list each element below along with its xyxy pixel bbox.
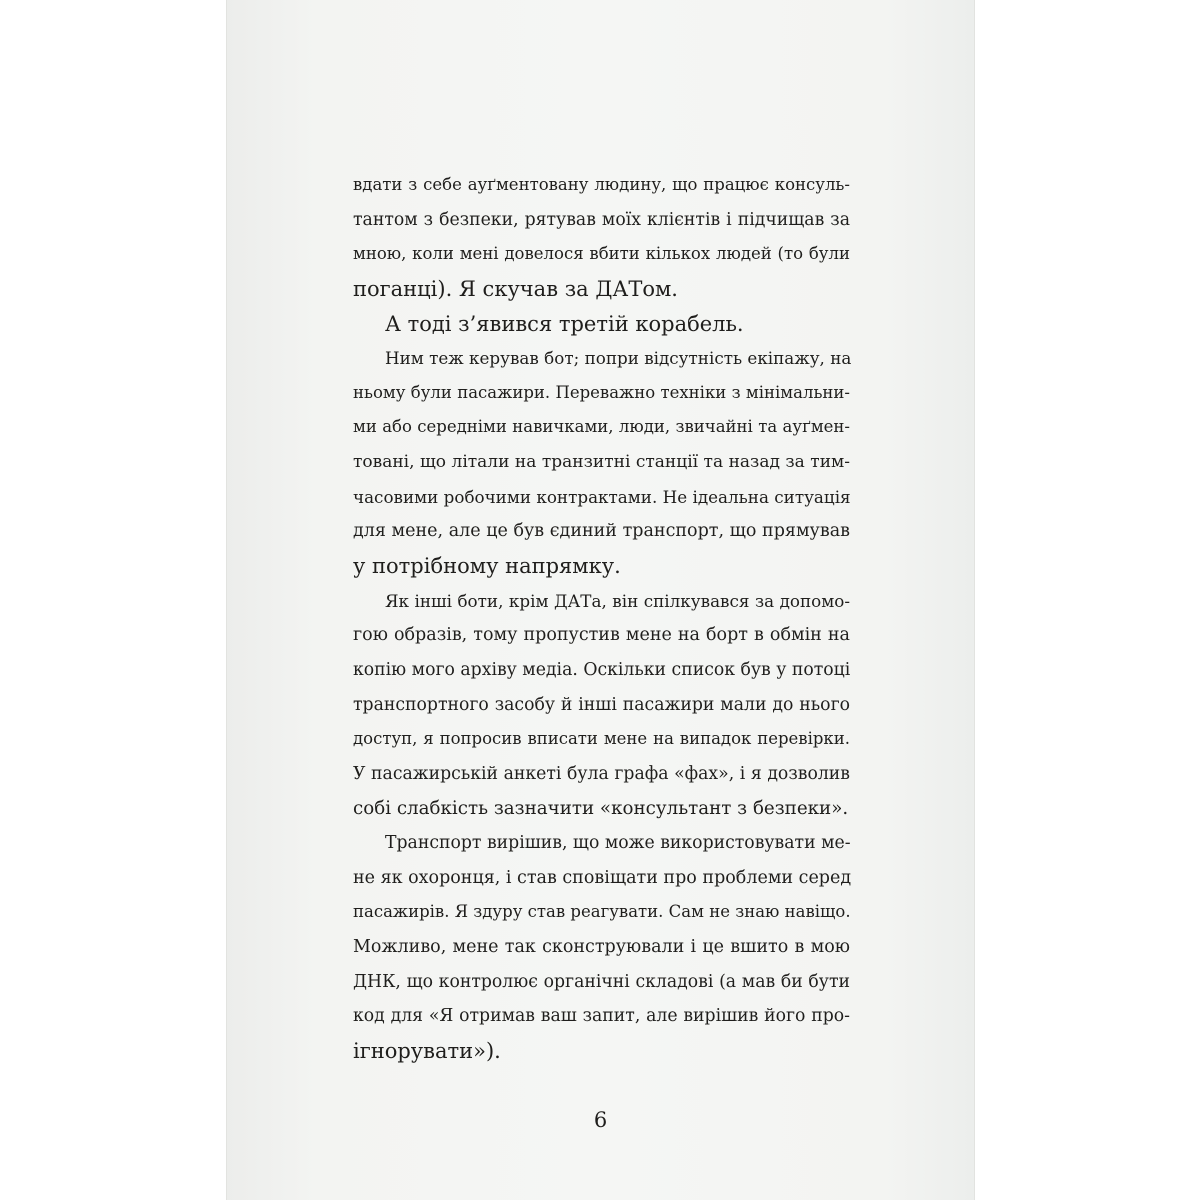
text-line: пасажирів. Я здуру став реагувати. Сам не знаю навіщо.: [353, 902, 851, 922]
text-line: код для «Я отримав ваш запит, але вирішив його про-: [353, 1006, 850, 1027]
page-number: 6: [593, 1108, 608, 1132]
body-text: [353, 168, 850, 1069]
text-line: Як інші боти, крім ДАТа, він спілкувався за допомо-: [385, 590, 850, 611]
text-line: у потрібному напрямку.: [353, 554, 621, 579]
text-line: мною, коли мені довелося вбити кількох людей (то були: [353, 244, 850, 264]
text-line: ігнорувати»).: [353, 1039, 501, 1064]
book-page: [226, 0, 975, 1200]
text-line: Ним теж керував бот; попри відсутність екіпажу, на: [385, 348, 852, 369]
text-line: ДНК, що контролює органічні складові (а мав би бути: [353, 971, 850, 992]
text-line: транспортного засобу й інші пасажири мали до нього: [353, 694, 850, 715]
text-line: для мене, але це був єдиний транспорт, що прямував: [353, 521, 850, 542]
text-line: доступ, я попросив вписати мене на випадок перевірки.: [353, 729, 850, 749]
text-line: не як охоронця, і став сповіщати про проблеми серед: [353, 867, 852, 888]
text-line: У пасажирській анкеті була графа «фах», і я дозволив: [353, 763, 850, 784]
text-line: копію мого архіву медіа. Оскільки список був у потоці: [353, 659, 851, 680]
text-line: товані, що літали на транзитні станції та назад за тим-: [353, 452, 850, 473]
text-line: вдати з себе ауґментовану людину, що працює консуль-: [353, 175, 850, 194]
text-line: ньому були пасажири. Переважно техніки з мінімальни-: [353, 382, 850, 402]
text-line: Можливо, мене так сконструювали і це вшито в мою: [353, 937, 850, 958]
text-line: ми або середніми навичками, люди, звичайні та ауґмен-: [353, 417, 850, 437]
text-line: тантом з безпеки, рятував моїх клієнтів і підчищав за: [353, 209, 850, 230]
text-line: А тоді з’явився третій корабель.: [385, 311, 744, 336]
text-line: гою образів, тому пропустив мене на борт в обмін на: [353, 625, 850, 646]
text-line: Транспорт вирішив, що може використовувати ме-: [385, 833, 851, 854]
text-line: поганці). Я скучав за ДАТом.: [353, 276, 678, 301]
text-line: собі слабкість зазначити «консультант з безпеки».: [353, 797, 849, 819]
text-line: часовими робочими контрактами. Не ідеальна ситуація: [353, 486, 851, 507]
